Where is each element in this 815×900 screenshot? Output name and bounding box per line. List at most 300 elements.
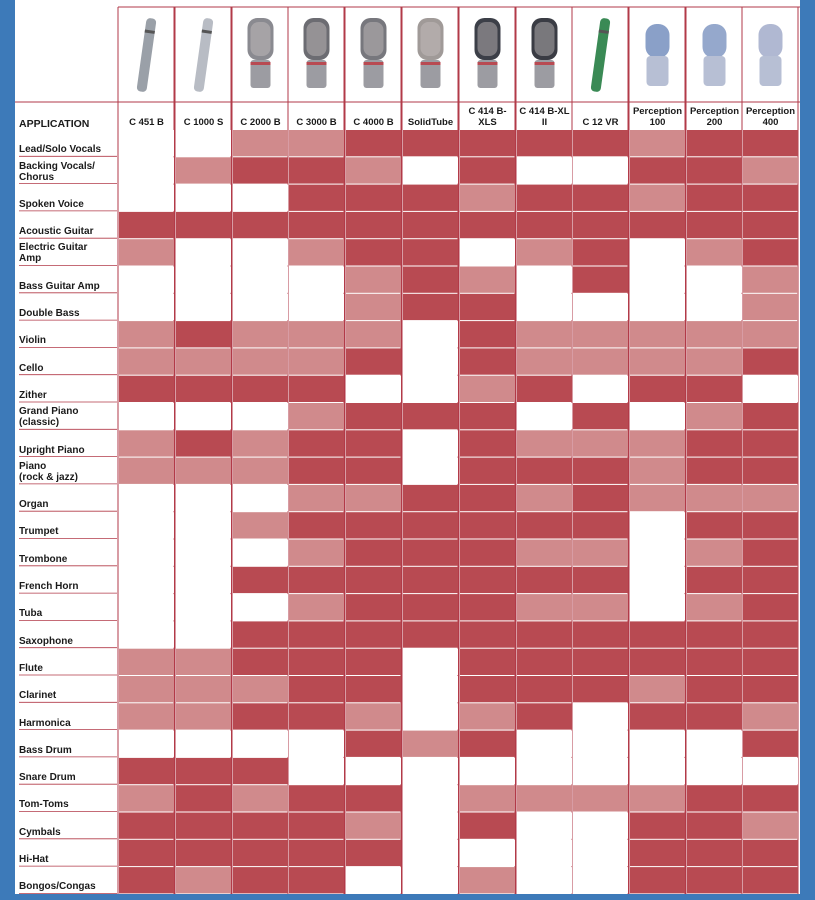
heatmap-cell: [517, 157, 572, 183]
heatmap-cell: [289, 785, 344, 811]
heatmap-cell: [119, 130, 174, 156]
heatmap-cell: [403, 785, 458, 811]
heatmap-cell: [233, 703, 288, 729]
heatmap-cell: [460, 567, 515, 593]
heatmap-cell: [233, 731, 288, 757]
heatmap-cell: [346, 649, 401, 675]
heatmap-cell: [403, 567, 458, 593]
heatmap-cell: [346, 376, 401, 402]
heatmap-cell: [743, 621, 798, 647]
heatmap-cell: [346, 239, 401, 265]
heatmap-cell: [176, 267, 231, 293]
heatmap-cell: [630, 130, 685, 156]
heatmap-cell: [630, 157, 685, 183]
heatmap-cell: [743, 512, 798, 538]
heatmap-cell: [289, 403, 344, 429]
heatmap-cell: [346, 403, 401, 429]
row-label: Spoken Voice: [19, 198, 84, 210]
heatmap-cell: [630, 540, 685, 566]
row-label: Bongos/Congas: [19, 881, 96, 893]
heatmap-cell: [573, 567, 628, 593]
heatmap-cell: [346, 512, 401, 538]
heatmap-cell: [517, 267, 572, 293]
heatmap-cell: [233, 376, 288, 402]
heatmap-cell: [403, 649, 458, 675]
heatmap-cell: [176, 458, 231, 484]
heatmap-cell: [289, 676, 344, 702]
heatmap-cell: [233, 348, 288, 374]
heatmap-cell: [289, 321, 344, 347]
heatmap-cell: [687, 239, 742, 265]
heatmap-cell: [346, 785, 401, 811]
microphone-icon: [759, 24, 783, 86]
heatmap-cell: [630, 485, 685, 511]
heatmap-cell: [176, 485, 231, 511]
row-label: French Horn: [19, 581, 79, 593]
heatmap-cell: [403, 867, 458, 893]
heatmap-cell: [573, 185, 628, 211]
heatmap-cell: [403, 130, 458, 156]
heatmap-cell: [573, 512, 628, 538]
heatmap-cell: [460, 403, 515, 429]
heatmap-cell: [460, 512, 515, 538]
heatmap-cell: [573, 703, 628, 729]
heatmap-cell: [403, 512, 458, 538]
heatmap-cell: [403, 212, 458, 238]
heatmap-cell: [346, 294, 401, 320]
heatmap-cell: [403, 731, 458, 757]
heatmap-cell: [233, 485, 288, 511]
heatmap-cell: [119, 649, 174, 675]
heatmap-cell: [460, 185, 515, 211]
heatmap-cell: [630, 676, 685, 702]
heatmap-cell: [460, 758, 515, 784]
heatmap-cell: [460, 703, 515, 729]
heatmap-cell: [119, 212, 174, 238]
heatmap-cell: [119, 267, 174, 293]
heatmap-cell: [233, 430, 288, 456]
heatmap-cell: [517, 212, 572, 238]
heatmap-cell: [573, 321, 628, 347]
heatmap-cell: [743, 840, 798, 866]
heatmap-cell: [517, 867, 572, 893]
heatmap-cell: [517, 512, 572, 538]
heatmap-cell: [176, 567, 231, 593]
heatmap-cell: [743, 676, 798, 702]
heatmap-cell: [289, 185, 344, 211]
heatmap-cell: [573, 348, 628, 374]
heatmap-cell: [460, 294, 515, 320]
heatmap-cell: [573, 758, 628, 784]
heatmap-cell: [460, 212, 515, 238]
heatmap-cell: [289, 130, 344, 156]
heatmap-cell: [743, 321, 798, 347]
heatmap-cell: [743, 540, 798, 566]
column-header: C 12 VR: [582, 117, 619, 128]
heatmap-cell: [573, 130, 628, 156]
heatmap-cell: [176, 540, 231, 566]
heatmap-cell: [460, 621, 515, 647]
heatmap-cell: [176, 321, 231, 347]
heatmap-cell: [289, 348, 344, 374]
row-label: Snare Drum: [19, 772, 76, 784]
row-label: Upright Piano: [19, 444, 85, 456]
heatmap-cell: [460, 376, 515, 402]
heatmap-cell: [119, 403, 174, 429]
heatmap-cell: [233, 267, 288, 293]
heatmap-cell: [119, 458, 174, 484]
heatmap-cell: [517, 294, 572, 320]
row-label: Backing Vocals/ Chorus: [19, 160, 95, 183]
heatmap-cell: [233, 458, 288, 484]
heatmap-cell: [687, 376, 742, 402]
heatmap-cell: [176, 758, 231, 784]
heatmap-cell: [119, 321, 174, 347]
heatmap-cell: [630, 348, 685, 374]
heatmap-cell: [630, 813, 685, 839]
heatmap-cell: [289, 703, 344, 729]
application-header: APPLICATION: [19, 118, 90, 130]
heatmap-cell: [630, 185, 685, 211]
heatmap-cell: [403, 594, 458, 620]
heatmap-cell: [687, 294, 742, 320]
heatmap-cell: [289, 485, 344, 511]
heatmap-cell: [403, 813, 458, 839]
heatmap-cell: [233, 157, 288, 183]
heatmap-cell: [630, 458, 685, 484]
heatmap-cell: [743, 649, 798, 675]
heatmap-cell: [176, 157, 231, 183]
heatmap-cell: [460, 867, 515, 893]
heatmap-cell: [517, 403, 572, 429]
heatmap-cell: [687, 567, 742, 593]
heatmap-cell: [176, 649, 231, 675]
heatmap-cell: [743, 403, 798, 429]
heatmap-cell: [403, 321, 458, 347]
heatmap-cell: [687, 185, 742, 211]
heatmap-cell: [630, 403, 685, 429]
heatmap-cell: [687, 512, 742, 538]
heatmap-cell: [460, 321, 515, 347]
heatmap-cell: [289, 813, 344, 839]
heatmap-cell: [289, 267, 344, 293]
row-label: Bass Drum: [19, 744, 72, 756]
heatmap-cell: [687, 130, 742, 156]
heatmap-cell: [460, 430, 515, 456]
heatmap-cell: [630, 239, 685, 265]
heatmap-cell: [630, 512, 685, 538]
heatmap-cell: [289, 758, 344, 784]
row-label: Saxophone: [19, 635, 73, 647]
heatmap-cell: [517, 458, 572, 484]
heatmap-cell: [460, 130, 515, 156]
heatmap-cell: [460, 239, 515, 265]
heatmap-cell: [119, 348, 174, 374]
heatmap-cell: [403, 185, 458, 211]
heatmap-cell: [176, 676, 231, 702]
heatmap-cell: [233, 594, 288, 620]
heatmap-cell: [517, 594, 572, 620]
row-label: Harmonica: [19, 717, 71, 729]
heatmap-cell: [346, 703, 401, 729]
heatmap-cell: [517, 621, 572, 647]
heatmap-cell: [460, 485, 515, 511]
heatmap-cell: [687, 731, 742, 757]
heatmap-cell: [346, 731, 401, 757]
heatmap-cell: [687, 867, 742, 893]
heatmap-cell: [743, 348, 798, 374]
heatmap-cell: [403, 348, 458, 374]
column-header: C 2000 B: [240, 117, 281, 128]
heatmap-cell: [573, 430, 628, 456]
row-label: Grand Piano (classic): [19, 406, 79, 429]
heatmap-cell: [176, 621, 231, 647]
heatmap-cell: [346, 840, 401, 866]
heatmap-cell: [176, 731, 231, 757]
heatmap-cell: [687, 157, 742, 183]
row-label: Piano (rock & jazz): [19, 460, 78, 483]
heatmap-cell: [346, 157, 401, 183]
heatmap-cell: [233, 621, 288, 647]
heatmap-cell: [233, 212, 288, 238]
heatmap-cell: [630, 840, 685, 866]
heatmap-cell: [573, 485, 628, 511]
row-label: Violin: [19, 335, 47, 347]
row-label: Trumpet: [19, 526, 59, 538]
row-label: Flute: [19, 662, 43, 674]
heatmap-cell: [687, 813, 742, 839]
heatmap-cell: [346, 758, 401, 784]
heatmap-cell: [233, 567, 288, 593]
heatmap-cell: [517, 649, 572, 675]
row-label: Double Bass: [19, 308, 80, 320]
heatmap-cell: [289, 594, 344, 620]
heatmap-cell: [630, 758, 685, 784]
heatmap-cell: [403, 294, 458, 320]
microphone-icon: [532, 18, 558, 88]
heatmap-cell: [573, 785, 628, 811]
microphone-icon: [703, 24, 727, 86]
heatmap-cell: [743, 785, 798, 811]
heatmap-cell: [346, 621, 401, 647]
heatmap-cell: [233, 321, 288, 347]
heatmap-cell: [289, 212, 344, 238]
column-header: C 414 B-XL II: [519, 106, 570, 128]
heatmap-cell: [289, 649, 344, 675]
heatmap-cell: [460, 813, 515, 839]
heatmap-cell: [687, 785, 742, 811]
heatmap-cell: [289, 867, 344, 893]
row-label: Cello: [19, 362, 44, 374]
heatmap-cell: [687, 540, 742, 566]
heatmap-cell: [687, 676, 742, 702]
heatmap-cell: [517, 348, 572, 374]
heatmap-cell: [517, 430, 572, 456]
heatmap-cell: [346, 867, 401, 893]
heatmap-cell: [687, 703, 742, 729]
heatmap-cell: [403, 267, 458, 293]
heatmap-cell: [289, 540, 344, 566]
heatmap-cell: [119, 867, 174, 893]
heatmap-cell: [573, 867, 628, 893]
heatmap-cell: [289, 239, 344, 265]
heatmap-cell: [517, 130, 572, 156]
row-label: Tom-Toms: [19, 799, 69, 811]
heatmap-cell: [630, 430, 685, 456]
heatmap-cell: [687, 840, 742, 866]
heatmap-cell: [573, 458, 628, 484]
heatmap-cell: [517, 485, 572, 511]
heatmap-cell: [743, 567, 798, 593]
heatmap-cell: [176, 239, 231, 265]
heatmap-cell: [687, 649, 742, 675]
column-header: C 4000 B: [353, 117, 394, 128]
heatmap-cell: [517, 376, 572, 402]
heatmap-cell: [176, 785, 231, 811]
heatmap-cell: [460, 348, 515, 374]
heatmap-cell: [630, 567, 685, 593]
heatmap-cell: [233, 294, 288, 320]
heatmap-cell: [573, 731, 628, 757]
column-header: C 1000 S: [183, 117, 224, 128]
heatmap-cell: [517, 703, 572, 729]
heatmap-cell: [289, 512, 344, 538]
heatmap-cell: [573, 840, 628, 866]
heatmap-cell: [743, 458, 798, 484]
heatmap-cell: [233, 540, 288, 566]
heatmap-cell: [743, 813, 798, 839]
heatmap-cell: [403, 403, 458, 429]
heatmap-cell: [403, 758, 458, 784]
heatmap-cell: [346, 540, 401, 566]
heatmap-cell: [346, 130, 401, 156]
heatmap-cell: [176, 376, 231, 402]
heatmap-cell: [233, 239, 288, 265]
heatmap-cell: [119, 294, 174, 320]
heatmap-cell: [403, 376, 458, 402]
heatmap-cell: [119, 758, 174, 784]
heatmap-cell: [403, 840, 458, 866]
heatmap-cell: [119, 676, 174, 702]
heatmap-cell: [743, 294, 798, 320]
heatmap-cell: [403, 157, 458, 183]
heatmap-cell: [630, 731, 685, 757]
heatmap-cell: [517, 785, 572, 811]
microphone-icon: [193, 18, 213, 93]
heatmap-cell: [517, 840, 572, 866]
column-header: C 451 B: [129, 117, 164, 128]
row-label: Clarinet: [19, 690, 57, 702]
heatmap-cell: [289, 840, 344, 866]
heatmap-cell: [346, 430, 401, 456]
heatmap-cell: [517, 567, 572, 593]
heatmap-cell: [119, 430, 174, 456]
heatmap-cell: [743, 758, 798, 784]
heatmap-cell: [573, 376, 628, 402]
heatmap-cell: [346, 321, 401, 347]
heatmap-cell: [289, 621, 344, 647]
heatmap-cell: [743, 731, 798, 757]
microphone-icon: [590, 18, 610, 93]
heatmap-cell: [289, 430, 344, 456]
heatmap-cell: [687, 458, 742, 484]
heatmap-cell: [573, 212, 628, 238]
row-label: Bass Guitar Amp: [19, 280, 100, 292]
microphone-icon: [475, 18, 501, 88]
row-label: Lead/Solo Vocals: [19, 144, 102, 156]
heatmap-cell: [743, 267, 798, 293]
microphone-icon: [418, 18, 444, 88]
heatmap-cell: [403, 621, 458, 647]
heatmap-cell: [630, 321, 685, 347]
heatmap-cell: [460, 785, 515, 811]
heatmap-cell: [346, 813, 401, 839]
row-label: Electric Guitar Amp: [19, 242, 88, 265]
heatmap-cell: [233, 785, 288, 811]
heatmap-cell: [630, 621, 685, 647]
heatmap-cell: [687, 267, 742, 293]
row-label: Acoustic Guitar: [19, 226, 94, 238]
heatmap-cell: [119, 512, 174, 538]
heatmap-cell: [346, 267, 401, 293]
column-header: Perception 400: [745, 106, 796, 128]
heatmap-cell: [573, 676, 628, 702]
heatmap-cell: [630, 867, 685, 893]
heatmap-cell: [289, 567, 344, 593]
heatmap-cell: [687, 321, 742, 347]
heatmap-cell: [743, 594, 798, 620]
heatmap-cell: [743, 867, 798, 893]
heatmap-cell: [460, 540, 515, 566]
heatmap-cell: [517, 239, 572, 265]
heatmap-cell: [176, 130, 231, 156]
heatmap-cell: [573, 403, 628, 429]
heatmap-cell: [119, 731, 174, 757]
heatmap-cell: [630, 267, 685, 293]
heatmap-cell: [346, 348, 401, 374]
heatmap-cell: [460, 676, 515, 702]
heatmap-cell: [233, 512, 288, 538]
heatmap-cell: [176, 403, 231, 429]
heatmap-cell: [743, 239, 798, 265]
heatmap-cell: [687, 212, 742, 238]
heatmap-cell: [346, 458, 401, 484]
heatmap-cell: [119, 840, 174, 866]
heatmap-cell: [176, 348, 231, 374]
heatmap-cell: [119, 703, 174, 729]
heatmap-cell: [119, 485, 174, 511]
heatmap-cell: [573, 540, 628, 566]
row-label: Organ: [19, 499, 49, 511]
heatmap-cell: [119, 540, 174, 566]
heatmap-cell: [233, 758, 288, 784]
microphone-icon: [304, 18, 330, 88]
row-label: Hi-Hat: [19, 854, 49, 866]
heatmap-cell: [346, 212, 401, 238]
heatmap-cell: [176, 867, 231, 893]
heatmap-cell: [176, 594, 231, 620]
heatmap-cell: [630, 294, 685, 320]
heatmap-cell: [289, 376, 344, 402]
row-label: Trombone: [19, 553, 68, 565]
heatmap-cell: [233, 130, 288, 156]
heatmap-cell: [743, 157, 798, 183]
microphone-icon: [646, 24, 670, 86]
heatmap-cell: [233, 840, 288, 866]
heatmap-cell: [573, 594, 628, 620]
heatmap-cell: [573, 649, 628, 675]
heatmap-cell: [517, 676, 572, 702]
